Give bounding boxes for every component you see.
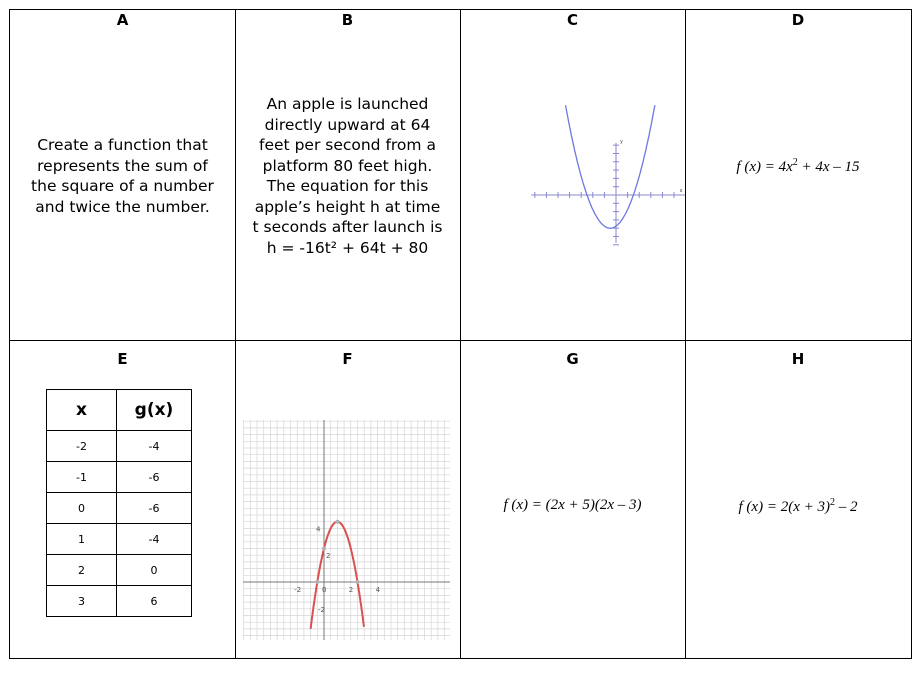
text-line: and twice the number. [35,197,210,216]
x-cell: -2 [47,431,117,462]
tick-label: 4 [375,586,381,594]
text-line: the square of a number [31,177,214,195]
cell-b [235,10,460,340]
tick-label: 4 [316,525,321,534]
key-point [315,580,319,584]
cell-header: F [342,350,353,368]
expr-part: + 4x – 15 [797,159,860,175]
function-expression [685,497,911,516]
cell-header: E [117,350,128,368]
gx-cell: -6 [117,462,192,493]
cell-b-text [241,94,454,258]
cell-h [685,340,911,660]
cell-header: G [566,350,579,368]
tick-label: 2 [326,552,331,561]
gx-cell: -4 [117,524,192,555]
function-table [46,389,192,617]
gx-cell: -4 [117,431,192,462]
column-header-gx: g(x) [117,390,192,431]
tick-label: -2 [318,605,325,614]
text-line: An apple is launched [266,95,429,113]
x-axis-label: x [679,188,683,194]
tick-label: 2 [348,586,354,594]
x-cell: -1 [47,462,117,493]
table-row [47,462,192,493]
cell-c [460,10,685,340]
cell-header: D [791,11,805,29]
expr-part: f (x) = 2(x + 3) [738,499,830,515]
expr-part: – 2 [834,499,858,515]
text-line: represents the sum of [37,156,208,175]
text-line: The equation for this [266,177,429,195]
column-header-x: x [47,390,117,431]
function-expression [685,157,911,176]
text-line: apple’s height h at time [254,197,441,216]
table-row [47,431,192,462]
text-line: t seconds after launch is [252,218,443,236]
cell-f [235,340,460,660]
text-line: feet per second from a [259,136,436,154]
gx-cell: -6 [117,493,192,524]
key-point [356,580,360,584]
cell-header: A [116,11,129,29]
cell-header: H [791,350,805,368]
parabola-graph-f [235,340,460,660]
cell-e [10,340,235,660]
exponent: 2 [829,497,835,508]
table-row [47,586,192,617]
cell-header: B [341,11,354,29]
card-grid [9,9,912,659]
table-row [47,524,192,555]
x-cell: 1 [47,524,117,555]
text-line: directly upward at 64 [264,115,431,134]
key-point [322,547,326,551]
x-cell: 2 [47,555,117,586]
gx-cell: 0 [117,555,192,586]
cell-a [10,10,235,340]
x-cell: 0 [47,493,117,524]
x-cell: 3 [47,586,117,617]
tick-label: -2 [294,586,302,594]
text-line: platform 80 feet high. [262,156,433,175]
expr-part: f (x) = 4x [736,159,793,175]
exponent: 2 [792,157,798,168]
cell-g [460,340,685,660]
expr-part: f (x) = (2x + 5)(2x – 3) [503,497,642,513]
cell-header: C [566,11,578,29]
cell-d [685,10,911,340]
table-row [47,555,192,586]
function-expression [460,497,685,514]
parabola-graph-c [460,10,685,340]
tick-label: 0 [322,586,327,594]
text-line: h = -16t² + 64t + 80 [266,238,429,257]
cell-a-text [12,135,233,217]
gx-cell: 6 [117,586,192,617]
y-axis-label: y [620,138,623,145]
table-row [47,493,192,524]
text-line: Create a function that [37,136,208,154]
parabola-curve [566,105,655,228]
key-point [335,520,339,524]
